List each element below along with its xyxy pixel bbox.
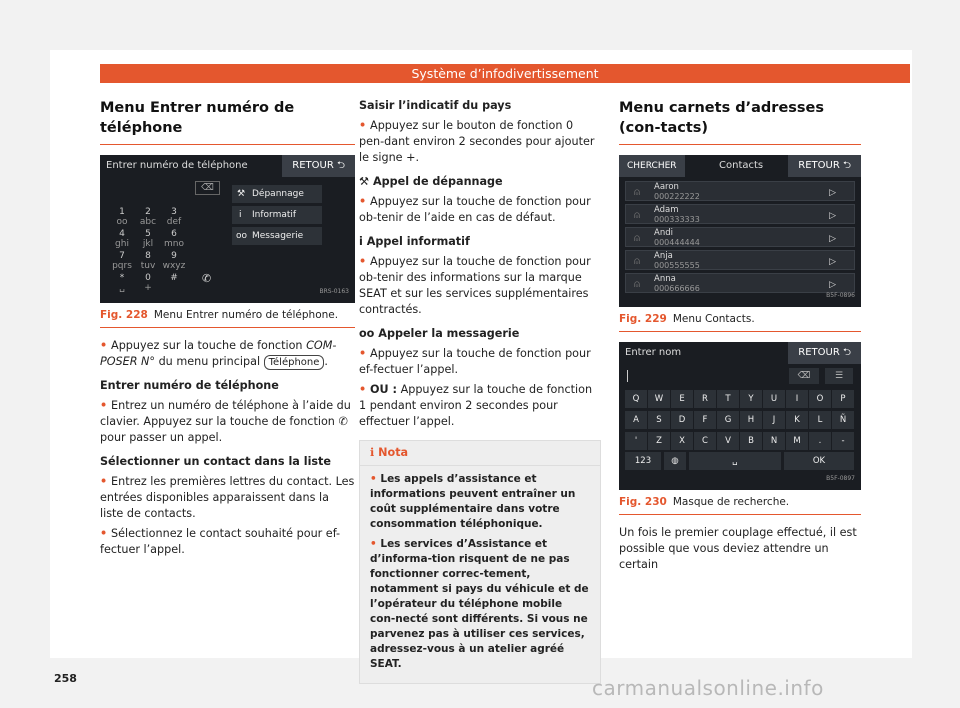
keypad-key[interactable]: 0 +: [144, 273, 152, 293]
screen-title: Entrer numéro de téléphone: [106, 160, 248, 171]
note-box: [359, 440, 601, 684]
figure-id: B5F-0896: [826, 292, 855, 299]
subheading: Sélectionner un contact dans la liste: [100, 455, 331, 468]
column-1: [100, 98, 355, 562]
keyboard-key[interactable]: T: [717, 390, 739, 408]
keyboard-key[interactable]: A: [625, 411, 647, 429]
paragraph: • Appuyez sur la touche de fonction pour ob-tenir de l’aide en cas de défaut.: [359, 194, 601, 226]
contact-name: Andi: [654, 228, 673, 238]
keyboard-key[interactable]: H: [740, 411, 762, 429]
section-title: Menu Entrer numéro de téléphone: [100, 98, 355, 145]
keyboard-key[interactable]: N: [763, 432, 785, 450]
keypad-key[interactable]: 2 abc: [139, 207, 157, 227]
keypad-key[interactable]: 4 ghi: [115, 229, 129, 249]
keypad-key[interactable]: 3 def: [166, 207, 182, 227]
contact-phone: 000444444: [654, 238, 700, 247]
keyboard-key[interactable]: .: [809, 432, 831, 450]
note-item: • Les services d’Assistance et d’informa-tion risquent de ne pas fonctionner correc-tement, notamment si pays du véhicule et de l’opérateur du téléphone mobile con-necté sont différents. Si vous ne parvenez pas à utiliser ces services, adressez-vous à un atelier agréé SEAT.: [370, 537, 590, 672]
paragraph: • OU : Appuyez sur la touche de fonction 1 pendant environ 2 secondes pour effectuer l’appel.: [359, 382, 601, 430]
play-icon[interactable]: ▷: [829, 257, 836, 267]
subheading: ᴏᴏ Appeler la messagerie: [359, 327, 520, 340]
keyboard-key[interactable]: R: [694, 390, 716, 408]
keyboard-key[interactable]: E: [671, 390, 693, 408]
keyboard-key[interactable]: C: [694, 432, 716, 450]
keyboard-key[interactable]: F: [694, 411, 716, 429]
keypad-key[interactable]: 7 pqrs: [112, 251, 132, 271]
note-item: • Les appels d’assistance et informations peuvent entraîner un coût supplémentaire dans votre consommation téléphonique.: [370, 472, 590, 532]
paragraph: • Appuyez sur la touche de fonction pour ob-tenir des informations sur la marque SEAT et sur les services supplémentaires contractés.: [359, 254, 601, 318]
contact-name: Aaron: [654, 182, 679, 192]
contact-name: Anja: [654, 251, 673, 261]
keyboard-key[interactable]: Q: [625, 390, 647, 408]
subheading: Saisir l’indicatif du pays: [359, 99, 512, 112]
keyboard-key[interactable]: U: [763, 390, 785, 408]
info-icon: i: [359, 235, 367, 248]
wrench-icon: ⚒: [237, 189, 246, 199]
column-3: [619, 98, 861, 577]
space-key[interactable]: ␣: [689, 452, 781, 470]
chapter-header: Système d’infodivertissement: [100, 64, 910, 83]
figure-id: B5F-0897: [826, 475, 855, 482]
keyboard-key[interactable]: -: [832, 432, 854, 450]
contact-row[interactable]: [625, 181, 855, 201]
backspace-icon[interactable]: ⌫: [195, 181, 220, 195]
keypad-key[interactable]: 5 jkl: [142, 229, 154, 249]
paragraph: • Entrez un numéro de téléphone à l’aide du clavier. Appuyez sur la touche de fonction ✆ pour passer un appel.: [100, 398, 355, 446]
note-header: ℹ Nota: [360, 441, 600, 466]
menu-informatif[interactable]: i Informatif: [232, 206, 322, 224]
contact-row[interactable]: [625, 204, 855, 224]
text-cursor: [627, 370, 628, 382]
subheading: Entrer numéro de téléphone: [100, 379, 279, 392]
keyboard-key[interactable]: Z: [648, 432, 670, 450]
ok-key[interactable]: OK: [784, 452, 854, 470]
paragraph: • Appuyez sur la touche de fonction COM-POSER N° du menu principal Téléphone .: [100, 338, 355, 370]
keyboard-key[interactable]: ': [625, 432, 647, 450]
person-icon: ⍝: [634, 256, 640, 267]
voicemail-icon: ᴏᴏ: [359, 327, 379, 340]
keyboard-key[interactable]: W: [648, 390, 670, 408]
keyboard-key[interactable]: P: [832, 390, 854, 408]
voicemail-icon: ᴏᴏ: [236, 231, 248, 241]
play-icon[interactable]: ▷: [829, 188, 836, 198]
keyboard-key[interactable]: Y: [740, 390, 762, 408]
chercher-button[interactable]: CHERCHER: [619, 155, 685, 177]
screen-title: Entrer nom: [625, 347, 682, 358]
subheading: i Appel informatif: [359, 235, 470, 248]
menu-depannage[interactable]: ⚒ Dépannage: [232, 185, 322, 203]
keyboard-key[interactable]: I: [786, 390, 808, 408]
keypad-key[interactable]: 1 ᴏᴏ: [116, 207, 128, 227]
watermark: carmanualsonline.info: [592, 676, 824, 700]
retour-button[interactable]: RETOUR ⮌: [788, 342, 861, 364]
figure-229-screen: [619, 155, 861, 307]
person-icon: ⍝: [634, 187, 640, 198]
paragraph: Un fois le premier couplage effectué, il est possible que vous deviez attendre un certain: [619, 526, 857, 571]
list-icon[interactable]: ☰: [825, 368, 853, 384]
menu-messagerie[interactable]: ᴏᴏ Messagerie: [232, 227, 322, 245]
page-number: 258: [54, 672, 77, 685]
play-icon[interactable]: ▷: [829, 234, 836, 244]
contact-phone: 000666666: [654, 284, 700, 293]
keyboard-key[interactable]: V: [717, 432, 739, 450]
keyboard-key[interactable]: X: [671, 432, 693, 450]
section-title: Menu carnets d’adresses (con-tacts): [619, 98, 861, 145]
contact-name: Anna: [654, 274, 676, 284]
keypad-key[interactable]: 9 wxyz: [162, 251, 186, 271]
contact-row[interactable]: [625, 273, 855, 293]
subheading: ⚒ Appel de dépannage: [359, 175, 503, 188]
play-icon[interactable]: ▷: [829, 211, 836, 221]
column-2: [359, 98, 601, 684]
figure-230-screen: [619, 342, 861, 490]
contact-name: Adam: [654, 205, 679, 215]
keypad-key[interactable]: * ␣: [119, 273, 125, 293]
keyboard-key[interactable]: D: [671, 411, 693, 429]
play-icon[interactable]: ▷: [829, 280, 836, 290]
telephone-button-label: Téléphone: [264, 355, 325, 370]
person-icon: ⍝: [634, 233, 640, 244]
paragraph: • Entrez les premières lettres du contact. Les entrées disponibles apparaissent dans la liste de contacts.: [100, 474, 355, 522]
key-123[interactable]: 123: [625, 452, 661, 470]
call-icon[interactable]: ✆: [202, 272, 212, 285]
figure-228-screen: [100, 155, 355, 303]
keyboard-key[interactable]: L: [809, 411, 831, 429]
info-icon: ℹ: [370, 446, 379, 459]
figure-caption: Fig. 228 Menu Entrer numéro de téléphone.: [100, 303, 355, 328]
contact-phone: 000222222: [654, 192, 700, 201]
person-icon: ⍝: [634, 279, 640, 290]
contact-row[interactable]: [625, 227, 855, 247]
keyboard-key[interactable]: G: [717, 411, 739, 429]
screen-title: Contacts: [719, 160, 764, 171]
keypad-key[interactable]: 6 mno: [164, 229, 184, 249]
keyboard-key[interactable]: O: [809, 390, 831, 408]
paragraph: • Sélectionnez le contact souhaité pour ef-fectuer l’appel.: [100, 526, 355, 558]
keyboard-key[interactable]: B: [740, 432, 762, 450]
note-body: [360, 466, 600, 683]
paragraph: • Appuyez sur le bouton de fonction 0 pen-dant environ 2 secondes pour ajouter le signe +.: [359, 118, 601, 166]
keyboard-key[interactable]: S: [648, 411, 670, 429]
retour-button[interactable]: RETOUR ⮌: [788, 155, 861, 177]
info-icon: i: [239, 210, 242, 220]
keyboard-key[interactable]: K: [786, 411, 808, 429]
person-icon: ⍝: [634, 210, 640, 221]
globe-icon[interactable]: ◍: [664, 452, 686, 470]
contact-phone: 000555555: [654, 261, 700, 270]
call-icon: ✆: [338, 415, 348, 428]
keyboard-key[interactable]: J: [763, 411, 785, 429]
figure-caption: Fig. 229 Menu Contacts.: [619, 307, 861, 332]
digit-1-icon: 1: [359, 399, 367, 412]
keypad-key[interactable]: 8 tuv: [140, 251, 156, 271]
backspace-icon[interactable]: ⌫: [789, 368, 819, 384]
keypad-key[interactable]: #: [170, 273, 178, 283]
wrench-icon: ⚒: [359, 175, 373, 188]
paragraph: • Appuyez sur la touche de fonction pour ef-fectuer l’appel.: [359, 346, 601, 378]
contact-row[interactable]: [625, 250, 855, 270]
retour-button[interactable]: RETOUR ⮌: [282, 155, 355, 177]
keyboard-key[interactable]: M: [786, 432, 808, 450]
keyboard-key[interactable]: Ñ: [832, 411, 854, 429]
figure-id: BRS-0163: [319, 288, 349, 295]
contact-phone: 000333333: [654, 215, 700, 224]
figure-caption: Fig. 230 Masque de recherche.: [619, 490, 861, 515]
manual-page: [50, 50, 912, 685]
